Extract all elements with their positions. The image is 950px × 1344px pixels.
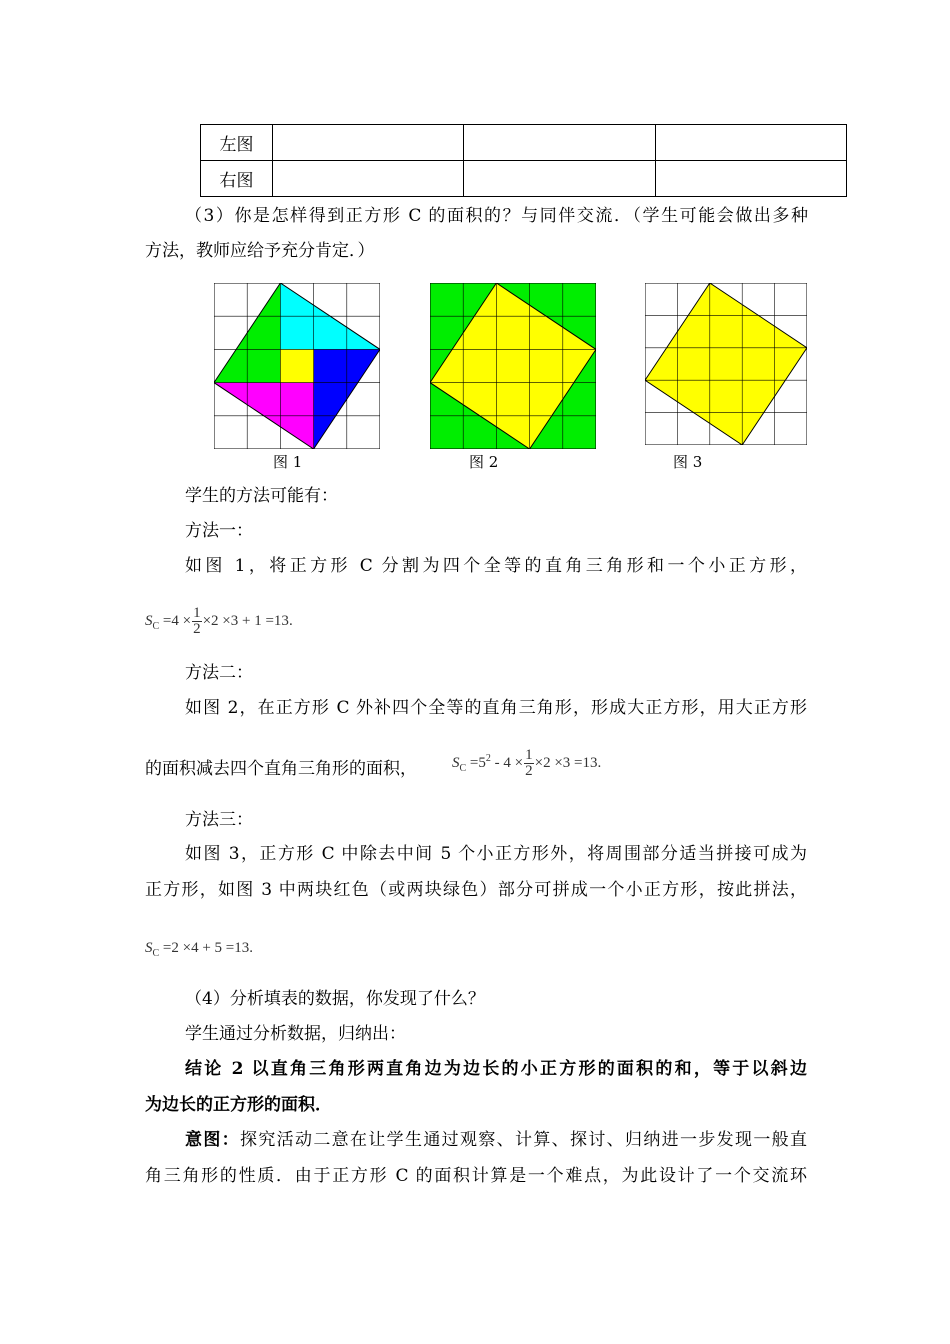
formula-symbol: S (452, 754, 460, 771)
fraction-denominator: 2 (193, 621, 201, 637)
fraction-half (192, 606, 202, 637)
formula-subscript: C (152, 620, 160, 632)
method2-text1: 如图 2，在正方形 C 外补四个全等的直角三角形，形成大正方形，用大正方形 (185, 698, 807, 718)
formula-subscript: C (152, 948, 160, 959)
table-cell (655, 161, 846, 197)
table-row (201, 161, 847, 197)
formula-part: =5 (469, 754, 486, 771)
method1-formula (145, 606, 293, 637)
table-cell (464, 125, 655, 161)
formula-end: . (288, 612, 293, 629)
formula-superscript: 2 (485, 752, 491, 764)
fraction-numerator: 1 (193, 605, 201, 621)
figure-3-grid (645, 283, 807, 445)
table-cell (464, 161, 655, 197)
intent-line1 (185, 1129, 807, 1151)
table-cell (273, 125, 464, 161)
figure-2-grid (430, 283, 596, 449)
method3-title: 方法三： (185, 810, 253, 830)
fig3-yellow-square-c (645, 283, 807, 445)
figure-2-caption: 图 2 (469, 453, 499, 471)
method3-text1: 如图 3，正方形 C 中除去中间 5 个小正方形外，将周围部分适当拼接可成为 (185, 844, 807, 864)
fraction-half (524, 748, 534, 779)
intent-line2: 角三角形的性质．由于正方形 C 的面积计算是一个难点，为此设计了一个交流环 (145, 1166, 807, 1186)
fig1-center-square (280, 349, 313, 382)
formula-part: =4 × (162, 612, 192, 629)
fraction-numerator: 1 (525, 747, 533, 763)
table-cell (655, 125, 846, 161)
formula-part: =2 ×4 + 5 =13 (162, 940, 250, 956)
method3-text2: 正方形，如图 3 中两块红色（或两块绿色）部分可拼成一个小正方形，按此拼法， (145, 880, 807, 900)
fill-in-table (200, 124, 847, 197)
figure-3-caption: 图 3 (673, 453, 703, 471)
step3-line2: 方法，教师应给予充分肯定．） (145, 241, 375, 261)
formula-part: ×2 ×3 =13 (534, 754, 598, 771)
fraction-denominator: 2 (525, 763, 533, 779)
intent-label: 意图： (185, 1130, 240, 1150)
figure-1-caption: 图 1 (273, 453, 303, 471)
formula-part: ×2 ×3 + 1 =13 (202, 612, 289, 629)
method1-title: 方法一： (185, 521, 253, 541)
method1-text: 如图 1，将正方形 C 分割为四个全等的直角三角形和一个小正方形， (185, 556, 807, 576)
table-cell (273, 161, 464, 197)
step3-line1: （3）你是怎样得到正方形 C 的面积的？与同伴交流．（学生可能会做出多种 (185, 206, 808, 226)
method2-formula (452, 748, 601, 779)
formula-symbol: S (145, 940, 153, 956)
step4-question: （4）分析填表的数据，你发现了什么？ (185, 989, 485, 1009)
table-row (201, 125, 847, 161)
conclusion2-line2: 为边长的正方形的面积． (145, 1095, 332, 1115)
formula-part: - 4 × (490, 754, 524, 771)
row-label-right: 右图 (201, 161, 273, 197)
formula-end: . (249, 940, 254, 956)
intent-text1: 探究活动二意在让学生通过观察、计算、探讨、归纳进一步发现一般直 (240, 1130, 807, 1150)
figure-1-grid (214, 283, 380, 449)
figure-1-shapes (214, 283, 380, 449)
method2-text2: 的面积减去四个直角三角形的面积， (145, 759, 417, 779)
methods-intro: 学生的方法可能有： (185, 486, 338, 506)
formula-end: . (597, 754, 602, 771)
step4-answer: 学生通过分析数据，归纳出： (185, 1024, 406, 1044)
row-label-left: 左图 (201, 125, 273, 161)
formula-subscript: C (459, 762, 467, 774)
method2-title: 方法二： (185, 663, 253, 683)
conclusion2-line1: 结论 2 以直角三角形两直角边为边长的小正方形的面积的和，等于以斜边 (185, 1059, 807, 1079)
formula-symbol: S (145, 612, 153, 629)
method3-formula (145, 940, 253, 959)
